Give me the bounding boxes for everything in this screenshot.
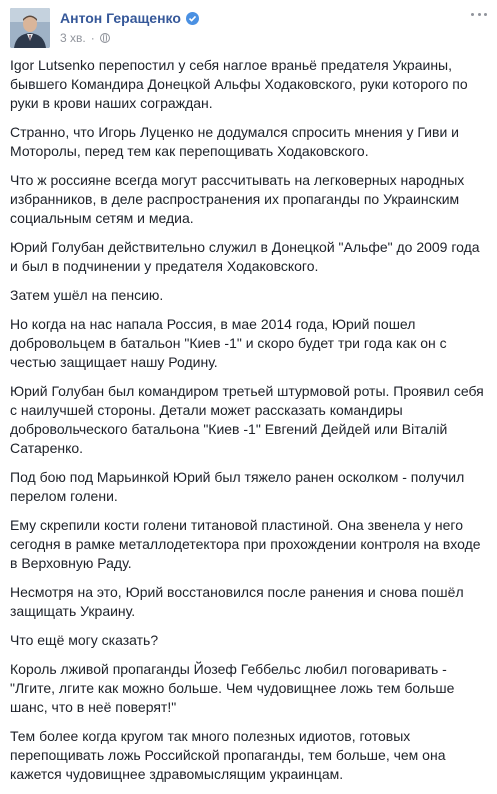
post-paragraph: Король лживой пропаганды Йозеф Геббельс любил поговаривать - "Лгите, лгите как можно больше. Чем чудовищнее ложь тем больше шанс, что в неё поверят!" (10, 661, 455, 715)
post-paragraph: Юрий Голубан действительно служил в Донецкой "Альфе" до 2009 года и был в подчинении у предателя Ходаковского. (10, 239, 480, 274)
post-paragraph: Тем более когда кругом так много полезных идиотов, готовых перепощивать ложь Российской пропаганды, тем больше, чем она кажется чудовищнее здравомыслящим украинцам. (10, 728, 446, 782)
post-paragraph: Под бою под Марьинкой Юрий был тяжело ранен осколком - получил перелом голени. (10, 469, 465, 504)
post-text (10, 56, 488, 794)
post-paragraph: Igor Lutsenko перепостил у себя наглое враньё предателя Украины, бывшего Командира Донецкой Альфы Ходаковского, руки которого по руки в крови наших сограждан. (10, 57, 468, 111)
post-paragraph: Что ещё могу сказать? (10, 632, 159, 648)
more-options-icon[interactable] (471, 8, 487, 20)
author-name[interactable]: Антон Геращенко (60, 10, 181, 26)
meta-separator: · (90, 31, 95, 45)
post-paragraph: Затем ушёл на пенсию. (10, 287, 164, 303)
post-paragraph: Но когда на нас напала Россия, в мае 2014 года, Юрий пошел добровольцем в батальон "Киев -1" и скоро будет три года как он с честью защищает нашу Родину. (10, 316, 447, 370)
post-paragraph: Что ж россияне всегда могут рассчитывать на легковерных народных избранников, в деле распространения их пропаганды по Украинским социальным сетям и медиа. (10, 172, 465, 226)
post-header (10, 8, 199, 48)
post-paragraph: Несмотря на это, Юрий восстановился после ранения и снова пошёл защищать Украину. (10, 584, 464, 619)
post-paragraph: Странно, что Игорь Луценко не додумался спросить мнения у Гиви и Моторолы, перед тем как перепощивать Ходаковского. (10, 124, 459, 159)
globe-icon[interactable] (100, 33, 110, 43)
post-timestamp[interactable]: 3 хв. (60, 31, 86, 45)
verified-badge-icon (186, 12, 199, 25)
author-avatar[interactable] (10, 8, 50, 48)
post-paragraph: Ему скрепили кости голени титановой пластиной. Она звенела у него сегодня в рамке металлодетектора при прохождении контроля на входе в Верховную Раду. (10, 517, 481, 571)
post-paragraph: Юрий Голубан был командиром третьей штурмовой роты. Проявил себя с наилучшей стороны. Детали может рассказать командиры добровольческого батальона "Киев -1" Евгений Дейдей или Віталій Сатаренко. (10, 383, 484, 456)
